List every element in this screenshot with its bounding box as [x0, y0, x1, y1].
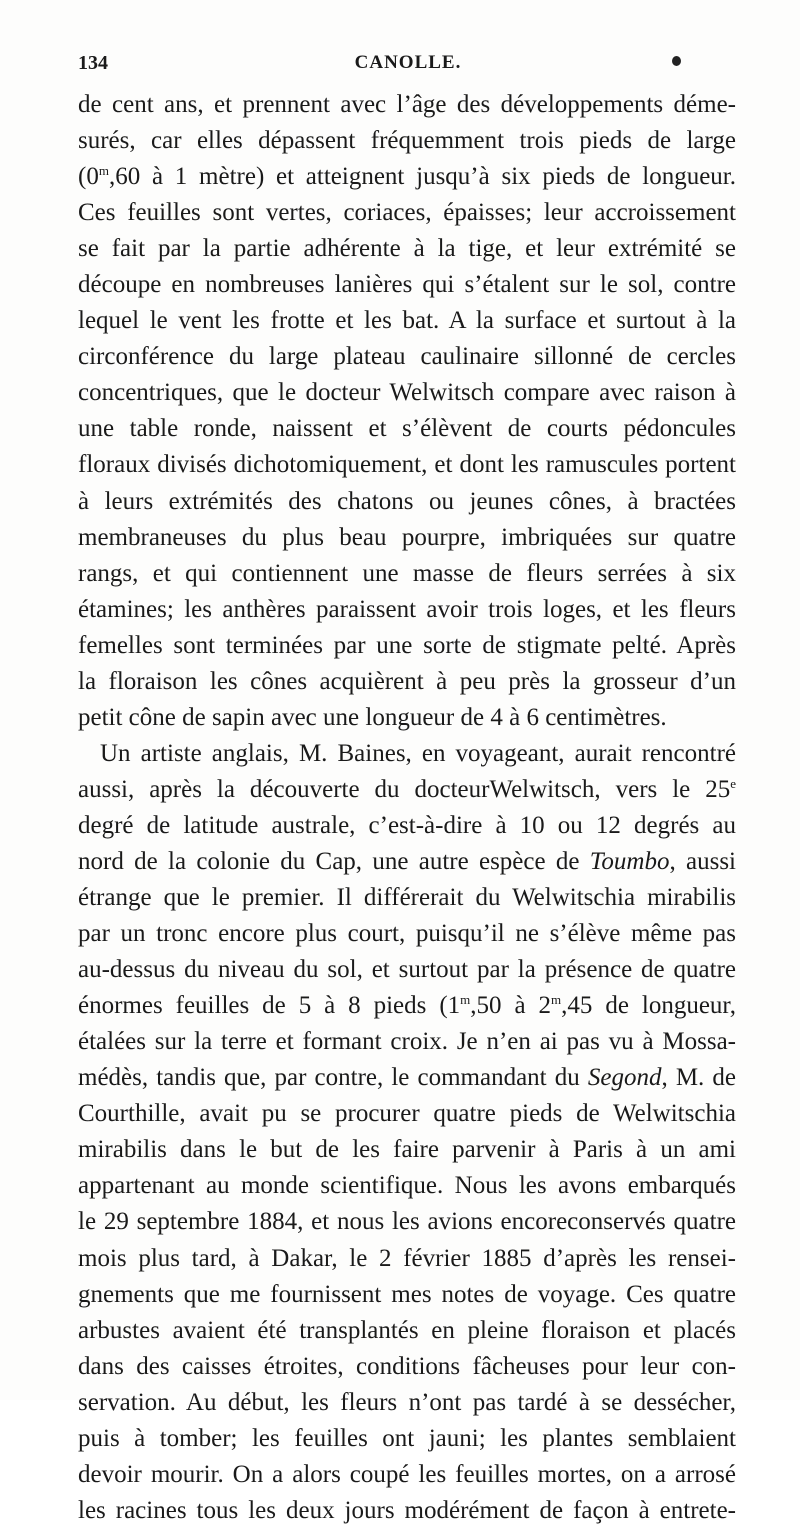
text-line: floraux divisés dichotomiquement, et dont les ramuscules portent — [78, 451, 736, 479]
text-line: Un artiste anglais, M. Baines, en voyageant, aurait rencontré — [100, 739, 736, 767]
text-line: découpe en nombreuses lanières qui s’étalent sur le sol, contre — [78, 271, 736, 299]
running-title: CANOLLE. — [354, 52, 462, 73]
text-line: membraneuses du plus beau pourpre, imbriquées sur quatre — [78, 523, 736, 551]
text-line: à leurs extrémités des chatons ou jeunes cônes, à bractées — [78, 487, 736, 515]
text-line: le 29 septembre 1884, et nous les avions encoreconservés quatre — [78, 1208, 736, 1236]
text-line: une table ronde, naissent et s’élèvent de courts pédoncules — [78, 415, 736, 443]
text-line: appartenant au monde scientifique. Nous les avons embarqués — [78, 1172, 736, 1200]
text-line: la floraison les cônes acquièrent à peu près la grosseur d’un — [78, 667, 736, 695]
text-line: les racines tous les deux jours modérément de façon à entrete- — [78, 1496, 736, 1524]
ink-spot-mark — [672, 56, 681, 66]
text-line: énormes feuilles de 5 à 8 pieds (1$^m$,50 à 2$^m$,45 de longueur, — [78, 992, 736, 1020]
text-line: puis à tomber; les feuilles ont jauni; les plantes semblaient — [78, 1424, 736, 1452]
text-line: servation. Au début, les fleurs n’ont pas tardé à se dessécher, — [78, 1388, 736, 1416]
text-line: par un tronc encore plus court, puisqu’il ne s’élève même pas — [78, 920, 736, 948]
text-line: femelles sont terminées par une sorte de stigmate pelté. Après — [78, 631, 736, 659]
text-line: au-dessus du niveau du sol, et surtout par la présence de quatre — [78, 956, 736, 984]
page-header — [78, 52, 738, 78]
text-line: lequel le vent les frotte et les bat. A la surface et surtout à la — [78, 307, 736, 335]
text-line: arbustes avaient été transplantés en pleine floraison et placés — [78, 1316, 736, 1344]
text-line: rangs, et qui contiennent une masse de fleurs serrées à six — [78, 559, 736, 587]
text-line: étalées sur la terre et formant croix. Je n’en ai pas vu à Mossa- — [78, 1028, 736, 1056]
text-line: devoir mourir. On a alors coupé les feuilles mortes, on a arrosé — [78, 1460, 736, 1488]
text-line: de cent ans, et prennent avec l’âge des développements déme- — [78, 91, 736, 118]
text-line: concentriques, que le docteur Welwitsch compare avec raison à — [78, 379, 736, 407]
text-line: circonférence du large plateau caulinaire sillonné de cercles — [78, 343, 736, 371]
body-text — [78, 87, 736, 1529]
text-line: mirabilis dans le but de les faire parvenir à Paris à un ami — [78, 1136, 736, 1164]
text-line: nord de la colonie du Cap, une autre espèce de Toumbo, aussi — [78, 847, 736, 875]
text-line: Ces feuilles sont vertes, coriaces, épaisses; leur accroissement — [78, 199, 736, 227]
paragraph-2 — [78, 736, 736, 1529]
text-line: petit cône de sapin avec une longueur de 4 à 6 centimètres. — [78, 703, 667, 731]
text-line: (0$^m$,60 à 1 mètre) et atteignent jusqu’à six pieds de longueur. — [78, 163, 736, 191]
paragraph-1 — [78, 87, 736, 736]
text-line: gnements que me fournissent mes notes de voyage. Ces quatre — [78, 1280, 736, 1308]
text-line: se fait par la partie adhérente à la tige, et leur extrémité se — [78, 235, 736, 263]
text-line: dans des caisses étroites, conditions fâcheuses pour leur con- — [78, 1352, 736, 1380]
text-line: mois plus tard, à Dakar, le 2 février 1885 d’après les rensei- — [78, 1244, 736, 1272]
text-line: aussi, après la découverte du docteurWelwitsch, vers le 25e — [78, 775, 736, 803]
text-line: étrange que le premier. Il différerait du Welwitschia mirabilis — [78, 884, 736, 912]
text-line: Courthille, avait pu se procurer quatre pieds de Welwitschia — [78, 1100, 736, 1128]
text-line: degré de latitude australe, c’est-à-dire à 10 ou 12 degrés au — [78, 811, 736, 839]
page-number: 134 — [78, 52, 108, 74]
text-line: étamines; les anthères paraissent avoir trois loges, et les fleurs — [78, 595, 736, 623]
text-line: surés, car elles dépassent fréquemment trois pieds de large — [78, 127, 736, 155]
text-line: médès, tandis que, par contre, le commandant du Segond, M. de — [78, 1064, 737, 1092]
